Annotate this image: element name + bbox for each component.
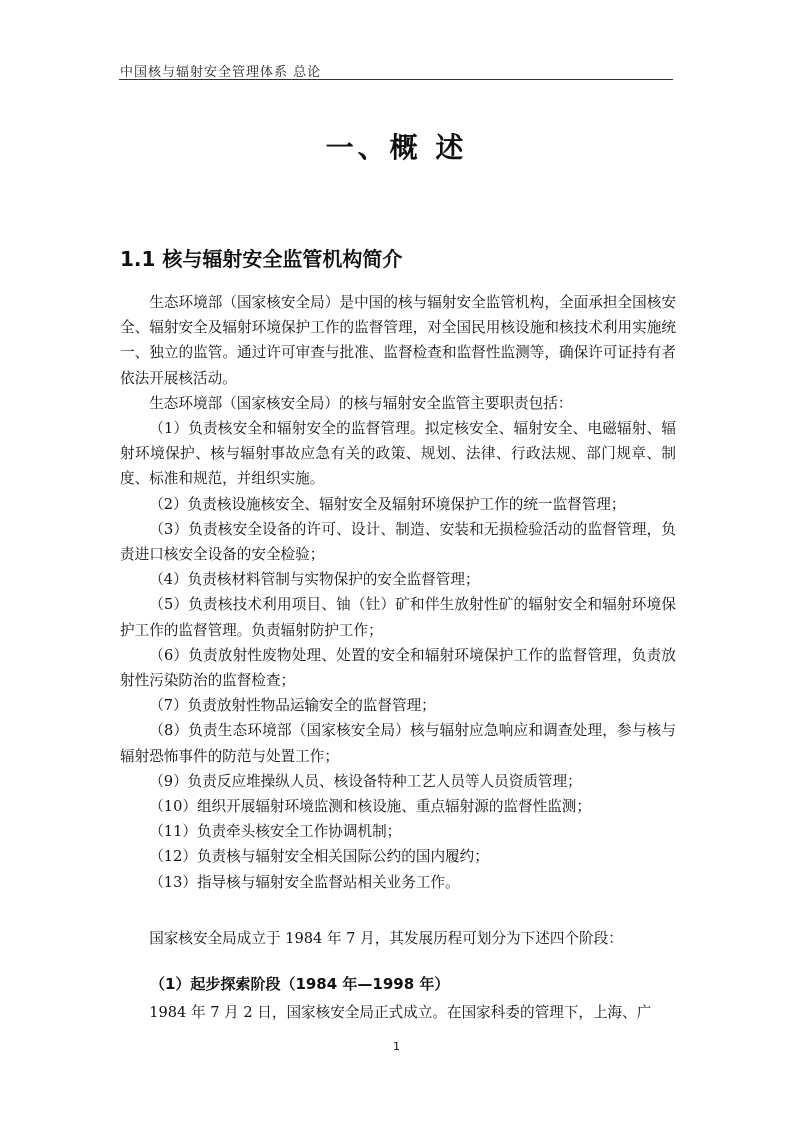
header-divider [119,79,673,80]
running-header: 中国核与辐射安全管理体系 总论 [120,65,322,80]
duty-item-6: （6）负责放射性废物处理、处置的安全和辐射环境保护工作的监督管理，负责放射性污染防治的监督检查； [120,646,676,690]
history-intro: 国家核安全局成立于 1984 年 7 月，其发展历程可划分为下述四个阶段： [149,930,623,947]
duty-item-8: （8）负责生态环境部（国家核安全局）核与辐射应急响应和调查处理，参与核与辐射恐怖事件的防范与处置工作； [120,722,676,765]
stage-1-heading: （1）起步探索阶段（1984 年—1998 年） [150,975,450,993]
duty-item-12: （12）负责核与辐射安全相关国际公约的国内履约； [149,848,489,866]
duty-item-9: （9）负责反应堆操纵人员、核设备特种工艺人员等人员资质管理； [149,772,582,790]
intro-paragraph: 生态环境部（国家核安全局）是中国的核与辐射安全监管机构，全面承担全国核安全、辐射安全及辐射环境保护工作的监督管理，对全国民用核设施和核技术利用实施统一、独立的监管。通过许可审查与批准、监督检查和监督性监测等，确保许可证持有者依法开展核活动。 [120,294,676,387]
duty-item-4: （4）负责核材料管制与实物保护的安全监督管理； [149,571,480,589]
duty-item-10: （10）组织开展辐射环境监测和核设施、重点辐射源的监督性监测； [149,798,591,816]
duty-item-2: （2）负责核设施核安全、辐射安全及辐射环境保护工作的统一监督管理； [149,495,626,513]
duty-item-5: （5）负责核技术利用项目、铀（钍）矿和伴生放射性矿的辐射安全和辐射环境保护工作的监督管理。负责辐射防护工作； [120,596,676,639]
duties-lead-in: 生态环境部（国家核安全局）的核与辐射安全监管主要职责包括： [149,394,573,412]
section-title: 1.1 核与辐射安全监管机构简介 [120,247,403,271]
body-text [120,290,676,895]
duty-item-1: （1）负责核安全和辐射安全的监督管理。拟定核安全、辐射安全、电磁辐射、辐射环境保护、核与辐射事故应急有关的政策、规划、法律、行政法规、部门规章、制度、标准和规范，并组织实施。 [120,420,676,488]
duty-item-3: （3）负责核安全设备的许可、设计、制造、安装和无损检验活动的监督管理，负责进口核安全设备的安全检验； [120,520,676,564]
duty-item-13: （13）指导核与辐射安全监督站相关业务工作。 [149,873,460,891]
duty-item-11: （11）负责牵头核安全工作协调机制； [149,823,402,841]
stage-1-text: 1984 年 7 月 2 日，国家核安全局正式成立。在国家科委的管理下，上海、广 [149,1004,652,1021]
page-number: 1 [393,1040,400,1053]
chapter-title: 一、概 述 [325,131,468,164]
duty-item-7: （7）负责放射性物品运输安全的监督管理； [149,697,436,715]
